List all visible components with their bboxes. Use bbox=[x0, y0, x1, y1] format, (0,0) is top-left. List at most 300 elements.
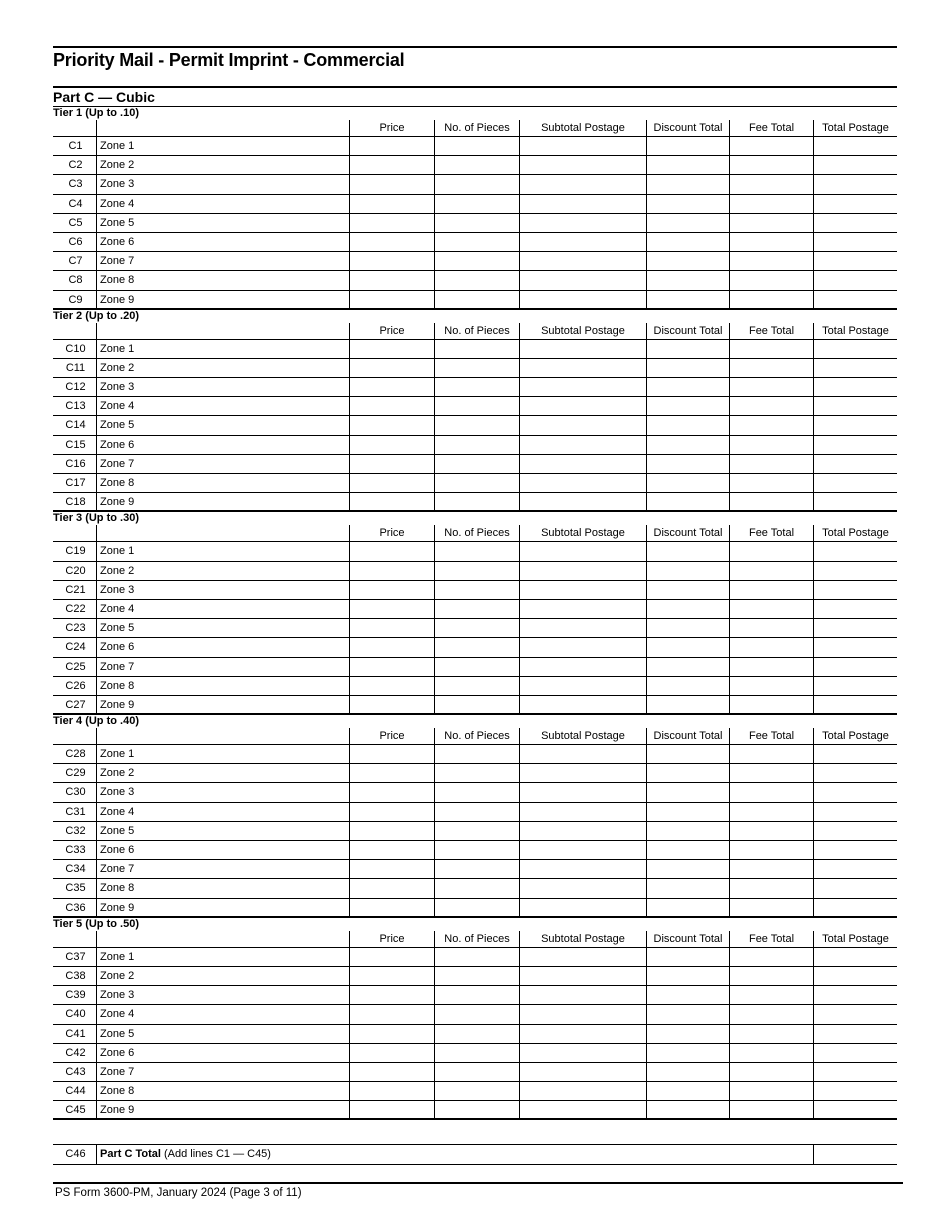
price-field[interactable] bbox=[350, 1025, 435, 1043]
pieces-field[interactable] bbox=[435, 841, 520, 859]
pieces-field[interactable] bbox=[435, 562, 520, 580]
fee-total-field[interactable] bbox=[730, 252, 814, 270]
fee-total-field[interactable] bbox=[730, 986, 814, 1004]
fee-total-field[interactable] bbox=[730, 340, 814, 358]
subtotal-postage-field[interactable] bbox=[520, 1044, 647, 1062]
pieces-field[interactable] bbox=[435, 397, 520, 415]
price-field[interactable] bbox=[350, 879, 435, 897]
fee-total-field[interactable] bbox=[730, 1063, 814, 1081]
pieces-field[interactable] bbox=[435, 638, 520, 656]
discount-total-field[interactable] bbox=[647, 841, 730, 859]
total-postage-field[interactable] bbox=[814, 493, 897, 510]
discount-total-field[interactable] bbox=[647, 764, 730, 782]
total-postage-field[interactable] bbox=[814, 948, 897, 966]
line-code: C2 bbox=[53, 156, 97, 174]
discount-total-field[interactable] bbox=[647, 696, 730, 713]
price-field[interactable] bbox=[350, 214, 435, 232]
subtotal-postage-field[interactable] bbox=[520, 233, 647, 251]
table-row bbox=[53, 542, 897, 561]
subtotal-postage-field[interactable] bbox=[520, 677, 647, 695]
subtotal-postage-field[interactable] bbox=[520, 436, 647, 454]
discount-total-field[interactable] bbox=[647, 638, 730, 656]
fee-total-field[interactable] bbox=[730, 948, 814, 966]
total-postage-field[interactable] bbox=[814, 1025, 897, 1043]
column-header-price: Price bbox=[350, 323, 435, 339]
pieces-field[interactable] bbox=[435, 860, 520, 878]
subtotal-postage-field[interactable] bbox=[520, 696, 647, 713]
subtotal-postage-field[interactable] bbox=[520, 291, 647, 308]
total-postage-field[interactable] bbox=[814, 252, 897, 270]
total-postage-field[interactable] bbox=[814, 967, 897, 985]
pieces-field[interactable] bbox=[435, 619, 520, 637]
pieces-field[interactable] bbox=[435, 1101, 520, 1118]
discount-total-field[interactable] bbox=[647, 455, 730, 473]
line-code: C45 bbox=[53, 1101, 97, 1118]
line-code: C42 bbox=[53, 1044, 97, 1062]
fee-total-field[interactable] bbox=[730, 600, 814, 618]
tier-label: Tier 5 (Up to .50) bbox=[53, 917, 139, 930]
total-postage-field[interactable] bbox=[814, 600, 897, 618]
total-postage-field[interactable] bbox=[814, 1063, 897, 1081]
subtotal-postage-field[interactable] bbox=[520, 1082, 647, 1100]
total-postage-field[interactable] bbox=[814, 340, 897, 358]
line-code: C29 bbox=[53, 764, 97, 782]
pieces-field[interactable] bbox=[435, 474, 520, 492]
price-field[interactable] bbox=[350, 822, 435, 840]
price-field[interactable] bbox=[350, 562, 435, 580]
price-field[interactable] bbox=[350, 581, 435, 599]
zone-label: Zone 7 bbox=[97, 658, 350, 676]
subtotal-postage-field[interactable] bbox=[520, 860, 647, 878]
price-field[interactable] bbox=[350, 677, 435, 695]
pieces-field[interactable] bbox=[435, 581, 520, 599]
discount-total-field[interactable] bbox=[647, 493, 730, 510]
price-field[interactable] bbox=[350, 745, 435, 763]
discount-total-field[interactable] bbox=[647, 619, 730, 637]
fee-total-field[interactable] bbox=[730, 1101, 814, 1118]
discount-total-field[interactable] bbox=[647, 1063, 730, 1081]
total-postage-field[interactable] bbox=[814, 378, 897, 396]
subtotal-postage-field[interactable] bbox=[520, 1101, 647, 1118]
zone-label: Zone 6 bbox=[97, 436, 350, 454]
fee-total-field[interactable] bbox=[730, 764, 814, 782]
discount-total-field[interactable] bbox=[647, 271, 730, 289]
fee-total-field[interactable] bbox=[730, 1005, 814, 1023]
discount-total-field[interactable] bbox=[647, 783, 730, 801]
subtotal-postage-field[interactable] bbox=[520, 214, 647, 232]
column-header-fee-total: Fee Total bbox=[730, 323, 814, 339]
fee-total-field[interactable] bbox=[730, 1025, 814, 1043]
price-field[interactable] bbox=[350, 493, 435, 510]
price-field[interactable] bbox=[350, 860, 435, 878]
fee-total-field[interactable] bbox=[730, 803, 814, 821]
fee-total-field[interactable] bbox=[730, 214, 814, 232]
pieces-field[interactable] bbox=[435, 948, 520, 966]
pieces-field[interactable] bbox=[435, 677, 520, 695]
pieces-field[interactable] bbox=[435, 1025, 520, 1043]
pieces-field[interactable] bbox=[435, 1044, 520, 1062]
subtotal-postage-field[interactable] bbox=[520, 271, 647, 289]
fee-total-field[interactable] bbox=[730, 696, 814, 713]
discount-total-field[interactable] bbox=[647, 562, 730, 580]
subtotal-postage-field[interactable] bbox=[520, 562, 647, 580]
total-postage-field[interactable] bbox=[814, 1005, 897, 1023]
pieces-field[interactable] bbox=[435, 271, 520, 289]
price-field[interactable] bbox=[350, 416, 435, 434]
fee-total-field[interactable] bbox=[730, 745, 814, 763]
discount-total-field[interactable] bbox=[647, 1005, 730, 1023]
price-field[interactable] bbox=[350, 899, 435, 916]
fee-total-field[interactable] bbox=[730, 271, 814, 289]
pieces-field[interactable] bbox=[435, 967, 520, 985]
price-field[interactable] bbox=[350, 397, 435, 415]
zone-label: Zone 5 bbox=[97, 619, 350, 637]
discount-total-field[interactable] bbox=[647, 137, 730, 155]
price-field[interactable] bbox=[350, 291, 435, 308]
price-field[interactable] bbox=[350, 252, 435, 270]
discount-total-field[interactable] bbox=[647, 899, 730, 916]
subtotal-postage-field[interactable] bbox=[520, 378, 647, 396]
fee-total-field[interactable] bbox=[730, 233, 814, 251]
fee-total-field[interactable] bbox=[730, 175, 814, 193]
subtotal-postage-field[interactable] bbox=[520, 195, 647, 213]
price-field[interactable] bbox=[350, 696, 435, 713]
price-field[interactable] bbox=[350, 658, 435, 676]
total-postage-field[interactable] bbox=[814, 436, 897, 454]
pieces-field[interactable] bbox=[435, 175, 520, 193]
fee-total-field[interactable] bbox=[730, 658, 814, 676]
price-field[interactable] bbox=[350, 764, 435, 782]
total-postage-field[interactable] bbox=[814, 397, 897, 415]
pieces-field[interactable] bbox=[435, 600, 520, 618]
fee-total-field[interactable] bbox=[730, 455, 814, 473]
price-field[interactable] bbox=[350, 803, 435, 821]
pieces-field[interactable] bbox=[435, 291, 520, 308]
total-postage-field[interactable] bbox=[814, 271, 897, 289]
pieces-field[interactable] bbox=[435, 378, 520, 396]
subtotal-postage-field[interactable] bbox=[520, 841, 647, 859]
fee-total-field[interactable] bbox=[730, 1082, 814, 1100]
price-field[interactable] bbox=[350, 1044, 435, 1062]
discount-total-field[interactable] bbox=[647, 156, 730, 174]
fee-total-field[interactable] bbox=[730, 416, 814, 434]
subtotal-postage-field[interactable] bbox=[520, 1063, 647, 1081]
table-row bbox=[53, 1101, 897, 1120]
pieces-field[interactable] bbox=[435, 803, 520, 821]
subtotal-postage-field[interactable] bbox=[520, 397, 647, 415]
discount-total-field[interactable] bbox=[647, 195, 730, 213]
discount-total-field[interactable] bbox=[647, 542, 730, 560]
fee-total-field[interactable] bbox=[730, 137, 814, 155]
price-field[interactable] bbox=[350, 1082, 435, 1100]
subtotal-postage-field[interactable] bbox=[520, 879, 647, 897]
discount-total-field[interactable] bbox=[647, 658, 730, 676]
line-code: C22 bbox=[53, 600, 97, 618]
pieces-field[interactable] bbox=[435, 416, 520, 434]
pieces-field[interactable] bbox=[435, 359, 520, 377]
total-postage-field[interactable] bbox=[814, 542, 897, 560]
price-field[interactable] bbox=[350, 783, 435, 801]
zone-label: Zone 6 bbox=[97, 638, 350, 656]
price-field[interactable] bbox=[350, 1101, 435, 1118]
subtotal-postage-field[interactable] bbox=[520, 340, 647, 358]
discount-total-field[interactable] bbox=[647, 948, 730, 966]
fee-total-field[interactable] bbox=[730, 899, 814, 916]
fee-total-field[interactable] bbox=[730, 562, 814, 580]
pieces-field[interactable] bbox=[435, 783, 520, 801]
discount-total-field[interactable] bbox=[647, 600, 730, 618]
total-postage-field[interactable] bbox=[814, 783, 897, 801]
pieces-field[interactable] bbox=[435, 696, 520, 713]
subtotal-postage-field[interactable] bbox=[520, 1005, 647, 1023]
discount-total-field[interactable] bbox=[647, 416, 730, 434]
price-field[interactable] bbox=[350, 137, 435, 155]
pieces-field[interactable] bbox=[435, 340, 520, 358]
subtotal-postage-field[interactable] bbox=[520, 600, 647, 618]
fee-total-field[interactable] bbox=[730, 397, 814, 415]
pieces-field[interactable] bbox=[435, 156, 520, 174]
zone-label: Zone 9 bbox=[97, 291, 350, 308]
subtotal-postage-field[interactable] bbox=[520, 137, 647, 155]
total-postage-field[interactable] bbox=[814, 764, 897, 782]
total-postage-field[interactable] bbox=[814, 1101, 897, 1118]
fee-total-field[interactable] bbox=[730, 195, 814, 213]
table-row bbox=[53, 455, 897, 474]
price-field[interactable] bbox=[350, 948, 435, 966]
fee-total-field[interactable] bbox=[730, 156, 814, 174]
pieces-field[interactable] bbox=[435, 745, 520, 763]
subtotal-postage-field[interactable] bbox=[520, 542, 647, 560]
price-field[interactable] bbox=[350, 967, 435, 985]
price-field[interactable] bbox=[350, 359, 435, 377]
total-postage-field[interactable] bbox=[814, 156, 897, 174]
table-row bbox=[53, 359, 897, 378]
subtotal-postage-field[interactable] bbox=[520, 156, 647, 174]
discount-total-field[interactable] bbox=[647, 397, 730, 415]
price-field[interactable] bbox=[350, 1005, 435, 1023]
price-field[interactable] bbox=[350, 271, 435, 289]
total-postage-field[interactable] bbox=[814, 214, 897, 232]
subtotal-postage-field[interactable] bbox=[520, 986, 647, 1004]
line-code: C12 bbox=[53, 378, 97, 396]
fee-total-field[interactable] bbox=[730, 291, 814, 308]
total-postage-field[interactable] bbox=[814, 658, 897, 676]
price-field[interactable] bbox=[350, 542, 435, 560]
subtotal-postage-field[interactable] bbox=[520, 416, 647, 434]
total-postage-field[interactable] bbox=[814, 696, 897, 713]
subtotal-postage-field[interactable] bbox=[520, 658, 647, 676]
pieces-field[interactable] bbox=[435, 137, 520, 155]
discount-total-field[interactable] bbox=[647, 677, 730, 695]
fee-total-field[interactable] bbox=[730, 677, 814, 695]
subtotal-postage-field[interactable] bbox=[520, 252, 647, 270]
total-postage-field[interactable] bbox=[814, 619, 897, 637]
discount-total-field[interactable] bbox=[647, 378, 730, 396]
discount-total-field[interactable] bbox=[647, 986, 730, 1004]
total-postage-field[interactable] bbox=[814, 638, 897, 656]
subtotal-postage-field[interactable] bbox=[520, 803, 647, 821]
subtotal-postage-field[interactable] bbox=[520, 948, 647, 966]
price-field[interactable] bbox=[350, 474, 435, 492]
fee-total-field[interactable] bbox=[730, 822, 814, 840]
discount-total-field[interactable] bbox=[647, 1101, 730, 1118]
subtotal-postage-field[interactable] bbox=[520, 1025, 647, 1043]
subtotal-postage-field[interactable] bbox=[520, 455, 647, 473]
fee-total-field[interactable] bbox=[730, 967, 814, 985]
price-field[interactable] bbox=[350, 638, 435, 656]
discount-total-field[interactable] bbox=[647, 822, 730, 840]
total-postage-field[interactable] bbox=[814, 291, 897, 308]
discount-total-field[interactable] bbox=[647, 1044, 730, 1062]
column-header-total-postage: Total Postage bbox=[822, 324, 889, 337]
discount-total-field[interactable] bbox=[647, 879, 730, 897]
fee-total-field[interactable] bbox=[730, 619, 814, 637]
discount-total-field[interactable] bbox=[647, 1025, 730, 1043]
pieces-field[interactable] bbox=[435, 1063, 520, 1081]
discount-total-field[interactable] bbox=[647, 474, 730, 492]
total-postage-field[interactable] bbox=[814, 233, 897, 251]
total-postage-field[interactable] bbox=[814, 677, 897, 695]
discount-total-field[interactable] bbox=[647, 860, 730, 878]
total-postage-field[interactable] bbox=[814, 195, 897, 213]
price-field[interactable] bbox=[350, 619, 435, 637]
discount-total-field[interactable] bbox=[647, 803, 730, 821]
subtotal-postage-field[interactable] bbox=[520, 638, 647, 656]
fee-total-field[interactable] bbox=[730, 860, 814, 878]
subtotal-postage-field[interactable] bbox=[520, 764, 647, 782]
discount-total-field[interactable] bbox=[647, 581, 730, 599]
total-postage-field[interactable] bbox=[814, 455, 897, 473]
total-postage-field[interactable] bbox=[814, 359, 897, 377]
fee-total-field[interactable] bbox=[730, 879, 814, 897]
header-desc-cell bbox=[97, 120, 350, 136]
fee-total-field[interactable] bbox=[730, 841, 814, 859]
pieces-field[interactable] bbox=[435, 214, 520, 232]
subtotal-postage-field[interactable] bbox=[520, 822, 647, 840]
total-postage-field[interactable] bbox=[814, 1044, 897, 1062]
price-field[interactable] bbox=[350, 233, 435, 251]
total-postage-field[interactable] bbox=[814, 841, 897, 859]
pieces-field[interactable] bbox=[435, 658, 520, 676]
total-postage-field[interactable] bbox=[814, 822, 897, 840]
subtotal-postage-field[interactable] bbox=[520, 745, 647, 763]
discount-total-field[interactable] bbox=[647, 291, 730, 308]
discount-total-field[interactable] bbox=[647, 252, 730, 270]
total-postage-field[interactable] bbox=[814, 1082, 897, 1100]
pieces-field[interactable] bbox=[435, 436, 520, 454]
subtotal-postage-field[interactable] bbox=[520, 474, 647, 492]
price-field[interactable] bbox=[350, 195, 435, 213]
table-row bbox=[53, 378, 897, 397]
subtotal-postage-field[interactable] bbox=[520, 619, 647, 637]
subtotal-postage-field[interactable] bbox=[520, 359, 647, 377]
subtotal-postage-field[interactable] bbox=[520, 581, 647, 599]
total-postage-field[interactable] bbox=[814, 745, 897, 763]
fee-total-field[interactable] bbox=[730, 359, 814, 377]
pieces-field[interactable] bbox=[435, 764, 520, 782]
zone-label: Zone 2 bbox=[97, 967, 350, 985]
total-postage-field[interactable] bbox=[814, 562, 897, 580]
zone-label: Zone 8 bbox=[97, 677, 350, 695]
fee-total-field[interactable] bbox=[730, 378, 814, 396]
pieces-field[interactable] bbox=[435, 986, 520, 1004]
price-field[interactable] bbox=[350, 1063, 435, 1081]
pieces-field[interactable] bbox=[435, 233, 520, 251]
price-field[interactable] bbox=[350, 986, 435, 1004]
header-desc-cell bbox=[97, 323, 350, 339]
subtotal-postage-field[interactable] bbox=[520, 783, 647, 801]
price-field[interactable] bbox=[350, 156, 435, 174]
discount-total-field[interactable] bbox=[647, 745, 730, 763]
pieces-field[interactable] bbox=[435, 252, 520, 270]
fee-total-field[interactable] bbox=[730, 638, 814, 656]
fee-total-field[interactable] bbox=[730, 783, 814, 801]
column-header-discount-total: Discount Total bbox=[647, 728, 730, 744]
pieces-field[interactable] bbox=[435, 195, 520, 213]
total-postage-field[interactable] bbox=[814, 803, 897, 821]
total-postage-field[interactable] bbox=[814, 860, 897, 878]
total-postage-field[interactable] bbox=[814, 416, 897, 434]
fee-total-field[interactable] bbox=[730, 581, 814, 599]
discount-total-field[interactable] bbox=[647, 214, 730, 232]
fee-total-field[interactable] bbox=[730, 436, 814, 454]
price-field[interactable] bbox=[350, 175, 435, 193]
pieces-field[interactable] bbox=[435, 879, 520, 897]
column-header-discount-total: Discount Total bbox=[647, 931, 730, 947]
pieces-field[interactable] bbox=[435, 899, 520, 916]
fee-total-field[interactable] bbox=[730, 542, 814, 560]
price-field[interactable] bbox=[350, 436, 435, 454]
total-postage-field[interactable] bbox=[814, 899, 897, 916]
column-header-pieces: No. of Pieces bbox=[435, 525, 520, 541]
line-code: C31 bbox=[53, 803, 97, 821]
total-postage-field[interactable] bbox=[814, 175, 897, 193]
price-field[interactable] bbox=[350, 455, 435, 473]
total-postage-field[interactable] bbox=[814, 986, 897, 1004]
fee-total-field[interactable] bbox=[730, 493, 814, 510]
subtotal-postage-field[interactable] bbox=[520, 493, 647, 510]
total-postage-field[interactable] bbox=[814, 879, 897, 897]
subtotal-postage-field[interactable] bbox=[520, 175, 647, 193]
discount-total-field[interactable] bbox=[647, 233, 730, 251]
pieces-field[interactable] bbox=[435, 455, 520, 473]
price-field[interactable] bbox=[350, 378, 435, 396]
pieces-field[interactable] bbox=[435, 542, 520, 560]
price-field[interactable] bbox=[350, 340, 435, 358]
fee-total-field[interactable] bbox=[730, 474, 814, 492]
discount-total-field[interactable] bbox=[647, 175, 730, 193]
pieces-field[interactable] bbox=[435, 1005, 520, 1023]
discount-total-field[interactable] bbox=[647, 436, 730, 454]
fee-total-field[interactable] bbox=[730, 1044, 814, 1062]
subtotal-postage-field[interactable] bbox=[520, 899, 647, 916]
total-postage-field[interactable] bbox=[814, 474, 897, 492]
discount-total-field[interactable] bbox=[647, 359, 730, 377]
total-postage-field[interactable] bbox=[814, 581, 897, 599]
price-field[interactable] bbox=[350, 600, 435, 618]
price-field[interactable] bbox=[350, 841, 435, 859]
total-postage-field[interactable] bbox=[814, 137, 897, 155]
discount-total-field[interactable] bbox=[647, 340, 730, 358]
pieces-field[interactable] bbox=[435, 1082, 520, 1100]
discount-total-field[interactable] bbox=[647, 1082, 730, 1100]
discount-total-field[interactable] bbox=[647, 967, 730, 985]
part-total-field[interactable] bbox=[814, 1145, 897, 1164]
pieces-field[interactable] bbox=[435, 822, 520, 840]
part-total-label bbox=[97, 1145, 814, 1164]
pieces-field[interactable] bbox=[435, 493, 520, 510]
subtotal-postage-field[interactable] bbox=[520, 967, 647, 985]
